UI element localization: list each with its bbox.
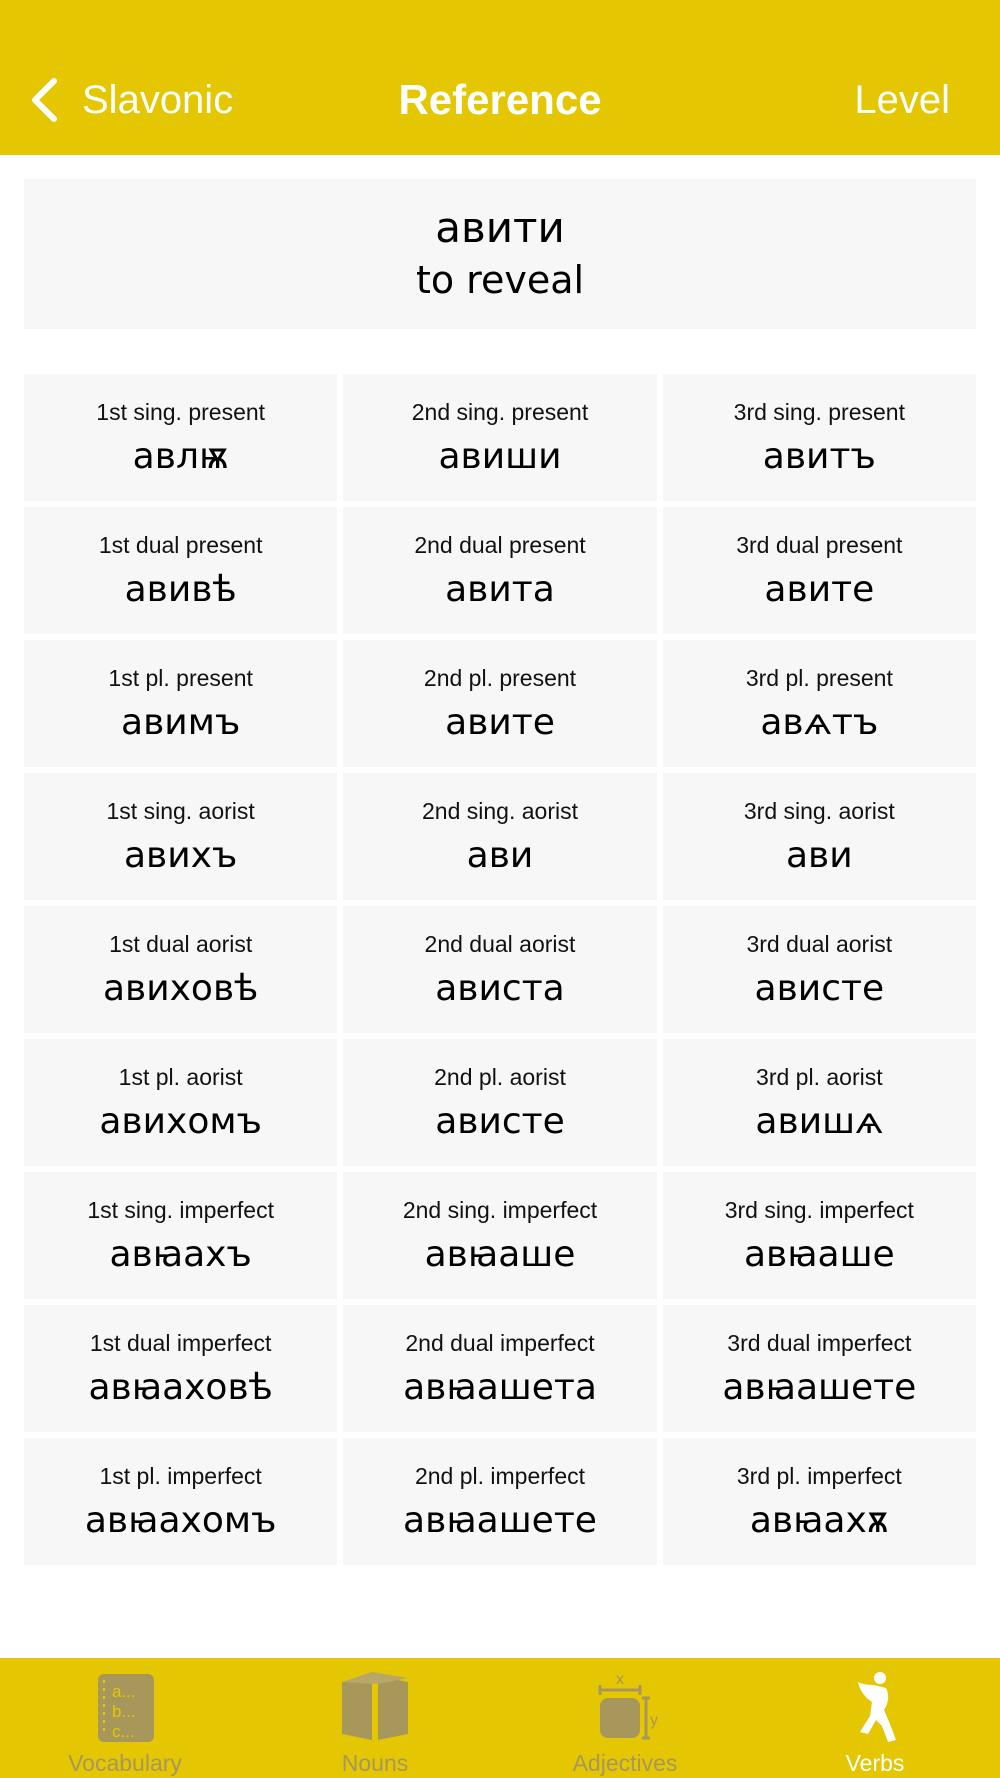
conjugation-label: 2nd pl. imperfect xyxy=(414,1462,585,1489)
conjugation-form: авитъ xyxy=(762,435,876,477)
conjugation-label: 3rd pl. imperfect xyxy=(736,1462,902,1489)
conjugation-label: 2nd sing. imperfect xyxy=(402,1196,598,1223)
conjugation-form: авꙗаховѣ xyxy=(88,1366,273,1408)
conjugation-grid xyxy=(24,374,976,1565)
level-button[interactable]: Level xyxy=(854,78,950,122)
conjugation-form: авꙗахѫ xyxy=(749,1499,889,1541)
conjugation-form: ависта xyxy=(435,967,565,1009)
conjugation-label: 2nd sing. present xyxy=(411,398,589,425)
conjugation-label: 1st sing. aorist xyxy=(106,797,255,824)
conjugation-cell xyxy=(343,374,656,501)
conjugation-label: 3rd pl. aorist xyxy=(756,1063,883,1090)
conjugation-label: 1st dual aorist xyxy=(109,930,253,957)
conjugation-label: 2nd dual aorist xyxy=(424,930,576,957)
conjugation-form: ависте xyxy=(435,1100,565,1142)
conjugation-form: авиховѣ xyxy=(102,967,259,1009)
conjugation-form: авѧтъ xyxy=(760,701,879,743)
conjugation-form: авꙗахъ xyxy=(109,1233,252,1275)
conjugation-cell xyxy=(24,640,337,767)
headword-card xyxy=(24,179,976,329)
conjugation-label: 3rd sing. imperfect xyxy=(724,1196,914,1223)
conjugation-label: 2nd sing. aorist xyxy=(422,797,578,824)
conjugation-cell xyxy=(24,374,337,501)
conjugation-cell xyxy=(663,374,976,501)
conjugation-cell xyxy=(343,1438,656,1565)
conjugation-cell xyxy=(24,773,337,900)
vocabulary-icon-line-1: a... xyxy=(112,1682,136,1701)
conjugation-cell xyxy=(343,773,656,900)
conjugation-cell xyxy=(663,773,976,900)
conjugation-label: 1st pl. imperfect xyxy=(99,1462,262,1489)
chevron-left-icon xyxy=(28,75,60,125)
conjugation-label: 1st dual present xyxy=(98,531,263,558)
conjugation-form: ависте xyxy=(754,967,885,1009)
conjugation-form: авꙗашета xyxy=(403,1366,597,1408)
tab-adjectives[interactable] xyxy=(500,1658,750,1778)
conjugation-cell xyxy=(343,1305,656,1432)
back-button-label: Slavonic xyxy=(82,77,234,122)
tab-label: Nouns xyxy=(341,1750,409,1776)
conjugation-form: ави xyxy=(466,834,534,876)
conjugation-form: авлѭ xyxy=(132,435,229,477)
vocabulary-icon xyxy=(88,1670,162,1746)
conjugation-form: авивѣ xyxy=(124,568,237,610)
conjugation-label: 3rd sing. present xyxy=(733,398,905,425)
conjugation-form: авимъ xyxy=(121,701,241,743)
conjugation-label: 1st pl. aorist xyxy=(118,1063,243,1090)
tab-label: Adjectives xyxy=(572,1750,678,1776)
conjugation-form: авихъ xyxy=(123,834,238,876)
back-button[interactable] xyxy=(28,72,233,128)
conjugation-form: ави xyxy=(785,834,853,876)
conjugation-form: авꙗаше xyxy=(743,1233,895,1275)
adjectives-icon-y: y xyxy=(650,1712,658,1729)
headword: авити xyxy=(435,203,565,252)
conjugation-label: 2nd dual imperfect xyxy=(405,1329,595,1356)
conjugation-cell xyxy=(663,1039,976,1166)
conjugation-cell xyxy=(24,1438,337,1565)
headword-gloss: to reveal xyxy=(415,258,585,302)
vocabulary-icon-line-3: c... xyxy=(112,1722,135,1741)
conjugation-label: 3rd sing. aorist xyxy=(743,797,895,824)
tab-nouns[interactable] xyxy=(250,1658,500,1778)
conjugation-label: 1st sing. present xyxy=(96,398,266,425)
verbs-icon xyxy=(838,1670,912,1746)
conjugation-cell xyxy=(24,1305,337,1432)
conjugation-label: 1st sing. imperfect xyxy=(87,1196,274,1223)
conjugation-form: авꙗаше xyxy=(424,1233,576,1275)
conjugation-cell xyxy=(343,1039,656,1166)
conjugation-cell xyxy=(663,1305,976,1432)
conjugation-form: авите xyxy=(445,701,555,743)
conjugation-cell xyxy=(24,1172,337,1299)
tab-verbs[interactable] xyxy=(750,1658,1000,1778)
conjugation-label: 3rd dual aorist xyxy=(746,930,893,957)
page-title: Reference xyxy=(398,76,602,123)
nouns-icon xyxy=(338,1670,412,1746)
adjectives-icon-x: x xyxy=(616,1671,624,1688)
conjugation-cell xyxy=(24,507,337,634)
conjugation-cell xyxy=(24,906,337,1033)
conjugation-label: 1st dual imperfect xyxy=(89,1329,272,1356)
conjugation-cell xyxy=(663,640,976,767)
conjugation-form: авꙗахомъ xyxy=(84,1499,277,1541)
conjugation-form: авꙗашете xyxy=(722,1366,917,1408)
conjugation-label: 2nd pl. aorist xyxy=(434,1063,566,1090)
conjugation-label: 3rd dual present xyxy=(736,531,903,558)
conjugation-form: авиши xyxy=(438,435,562,477)
tab-bar xyxy=(0,1658,1000,1778)
conjugation-cell xyxy=(343,1172,656,1299)
conjugation-cell xyxy=(24,1039,337,1166)
tab-label: Verbs xyxy=(845,1750,905,1776)
conjugation-form: авита xyxy=(445,568,555,610)
conjugation-cell xyxy=(343,640,656,767)
conjugation-label: 2nd dual present xyxy=(414,531,586,558)
conjugation-label: 3rd pl. present xyxy=(745,664,893,691)
conjugation-form: авихомъ xyxy=(99,1100,262,1142)
conjugation-label: 1st pl. present xyxy=(108,664,253,691)
conjugation-cell xyxy=(343,507,656,634)
conjugation-cell xyxy=(663,507,976,634)
adjectives-icon xyxy=(588,1670,662,1746)
conjugation-form: авꙗашете xyxy=(403,1499,597,1541)
vocabulary-icon-line-2: b... xyxy=(112,1702,136,1721)
conjugation-cell xyxy=(663,906,976,1033)
conjugation-label: 2nd pl. present xyxy=(423,664,577,691)
tab-label: Vocabulary xyxy=(68,1750,182,1776)
conjugation-form: авишѧ xyxy=(755,1100,884,1142)
navigation-bar xyxy=(0,0,1000,155)
conjugation-cell xyxy=(663,1438,976,1565)
conjugation-cell xyxy=(663,1172,976,1299)
conjugation-cell xyxy=(343,906,656,1033)
tab-vocabulary[interactable] xyxy=(0,1658,250,1778)
conjugation-label: 3rd dual imperfect xyxy=(727,1329,912,1356)
conjugation-form: авите xyxy=(764,568,875,610)
